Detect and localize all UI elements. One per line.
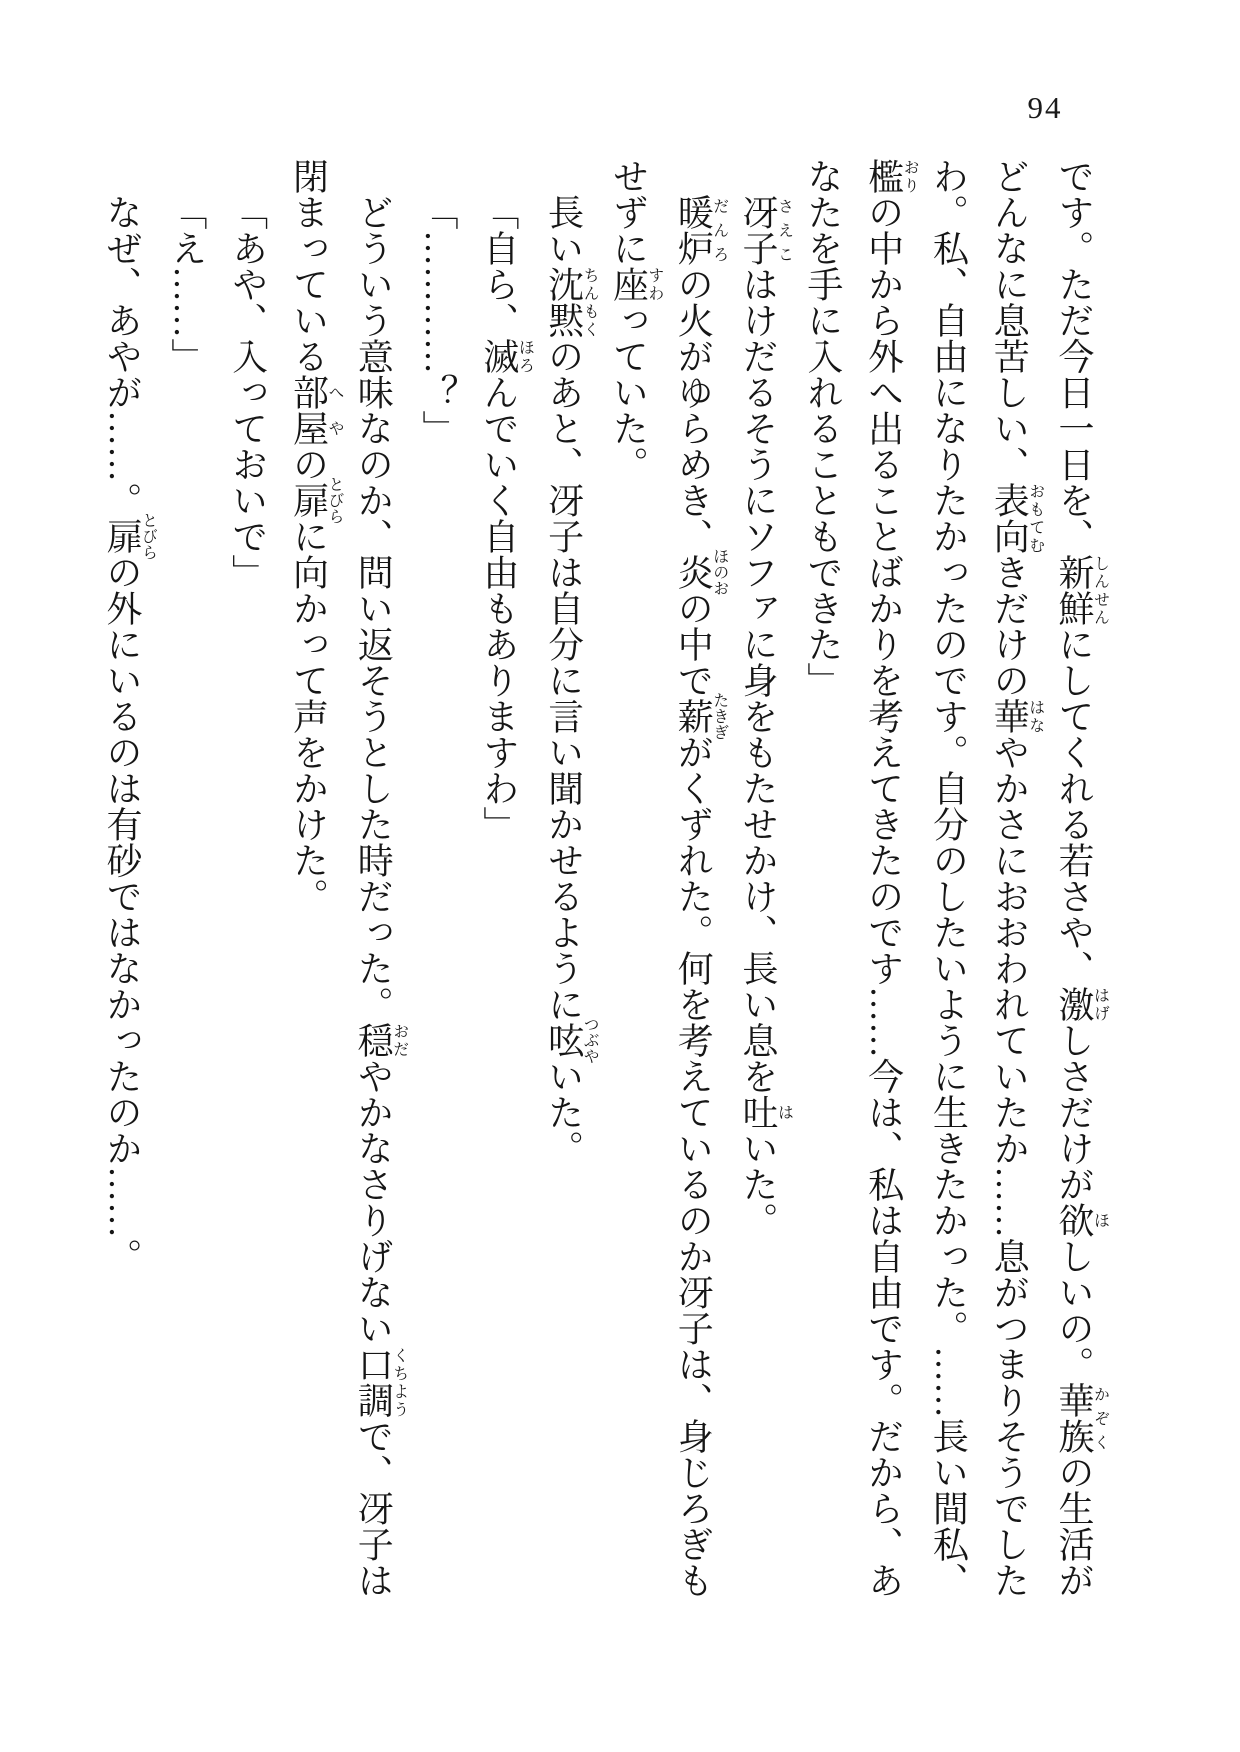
text-line: 長い沈黙ちんもくのあと、冴子は自分に言い聞かせるように呟つぶやいた。 (543, 194, 599, 1166)
ruby-annotated-word: 檻おり (863, 158, 919, 194)
ruby-annotated-word: 暖炉だんろ (673, 194, 728, 266)
text-line: せずに座すわっていた。 (608, 158, 663, 482)
ruby-annotated-word: 華はな (989, 698, 1044, 734)
text-line: 冴子さえこはけだるそうにソファに身をもたせかけ、長い息を吐はいた。 (738, 194, 793, 1238)
ruby-annotated-word: 部屋へや (288, 374, 343, 446)
ruby-annotated-word: 呟つぶや (543, 1016, 599, 1064)
ruby-annotated-word: 激はげ (1054, 986, 1109, 1022)
text-line: 「あや、入っておいで」 (227, 194, 268, 590)
ruby-annotated-word: 炎ほのお (673, 548, 728, 596)
text-line: どんなに息苦しい、表向おもてむきだけの華はなやかさにおおわれていたか……息がつまりそうでした (989, 158, 1044, 1598)
text-line: 檻おりの中から外へ出ることばかりを考えてきたのです……今は、私は自由です。だから、あ (863, 158, 919, 1598)
ruby-annotated-word: 吐は (738, 1094, 793, 1130)
ruby-annotated-word: 扉とびら (288, 476, 343, 524)
text-line: わ。私、自由になりたかったのです。自分のしたいように生きたかった。……長い間私、 (928, 158, 969, 1598)
text-block (91, 158, 1108, 1606)
text-line: 閉まっている部屋へやの扉とびらに向かって声をかけた。 (288, 158, 343, 914)
text-line: なぜ、あやが……。扉とびらの外にいるのは有砂ではなかったのか……。 (102, 194, 157, 1274)
text-line: 暖炉だんろの火がゆらめき、炎ほのおの中で薪たきぎがくずれた。何を考えているのか冴子は、身じろぎも (673, 194, 728, 1598)
text-line: 「…………？」 (418, 194, 459, 446)
text-line: なたを手に入れることもできた」 (802, 158, 843, 698)
ruby-annotated-word: 扉とびら (102, 512, 157, 560)
ruby-annotated-word: 座すわ (608, 266, 663, 302)
ruby-annotated-word: 口調くちよう (353, 1346, 408, 1418)
ruby-annotated-word: 欲ほ (1054, 1202, 1109, 1238)
ruby-annotated-word: 華族かぞく (1054, 1382, 1109, 1454)
text-line: 「え……」 (166, 194, 207, 374)
ruby-annotated-word: 沈黙ちんもく (543, 266, 599, 338)
text-line: です。ただ今日一日を、新鮮しんせんにしてくれる若さや、激はげしさだけが欲ほしいの。華族かぞくの生活が (1054, 158, 1109, 1598)
ruby-annotated-word: 薪たきぎ (673, 692, 728, 740)
ruby-annotated-word: 滅ほろ (478, 338, 534, 374)
text-line: どういう意味なのか、問い返そうとした時だった。穏おだやかなさりげない口調くちようで、冴子は (353, 194, 408, 1598)
text-line: 「自ら、滅ほろんでいく自由もありますわ」 (478, 194, 534, 842)
ruby-annotated-word: 穏おだ (353, 1022, 408, 1058)
ruby-annotated-word: 新鮮しんせん (1054, 554, 1109, 626)
page-number: 94 (1027, 90, 1063, 125)
ruby-annotated-word: 表向おもてむ (989, 482, 1044, 554)
ruby-annotated-word: 冴子さえこ (738, 194, 793, 266)
